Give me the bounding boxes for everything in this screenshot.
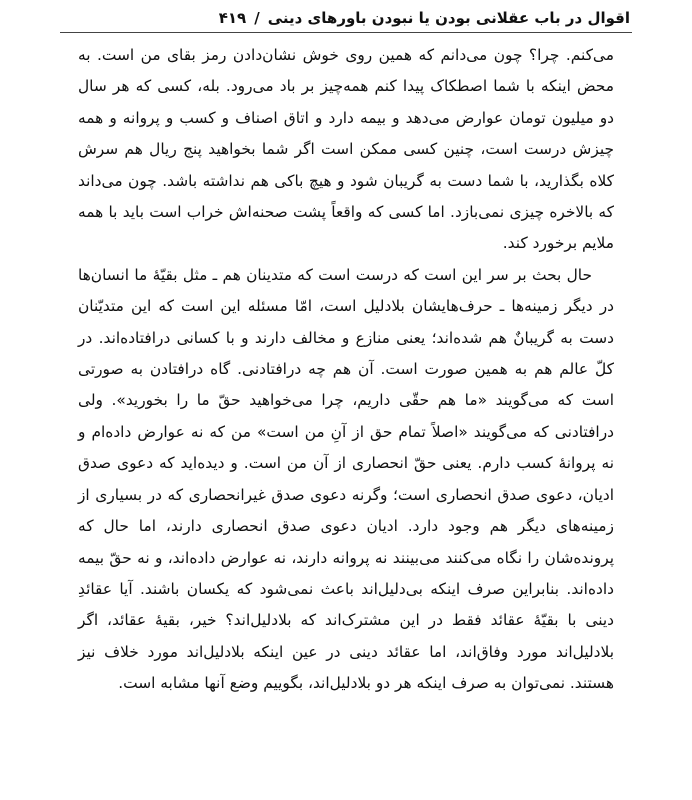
paragraph-1: می‌کنم. چرا؟ چون می‌دانم که همین روی خوش نشان‌دادن رمز بقای من است. به محض اینکه با شما اصطکاک پیدا کنم همه‌چیز بر باد می‌رود. بله، کسی که هر سال دو میلیون تومان عوارض می‌دهد و بیمه دارد و اتاق اصناف و کسب و پروانه و همه چیزش درست است، چنین کسی ممکن است اگر شما بخواهید پنج ریال هم سرش کلاه بگذارید، با شما دست به گریبان شود و هیچ باکی هم نداشته باشد. چون می‌داند که بالاخره چیزی نمی‌بازد. اما کسی که واقعاً پشت صحنه‌اش خراب است باید با همه ملایم برخورد کند. [78,46,614,253]
running-header-separator: / [254,9,260,27]
paragraph-2: حال بحث بر سر این است که درست است که متدینان هم ـ مثل بقیّهٔ ما انسان‌ها در دیگر زمینه‌ها ـ حرف‌هایشان بلادلیل است، امّا مسئله این است که این متدیّنان دست به گریبانٌ هم شده‌اند؛ یعنی منازع و مخالف دارند و با کسانی درافتاده‌اند. در کلّ عالم هم به همین صورت است. آن هم چه درافتادنی. گاه درافتادن به صورتی است که می‌گویند «ما هم حقّی داریم، چرا می‌خواهید حقّ ما را بخورید». ولی درافتادنی که می‌گویند «اصلاً تمام حق از آنِ من است» من که نه عوارض داده‌ام و نه پروانهٔ کسب دارم. یعنی حقّ انحصاری از آن من است. و دیده‌اید که دعوی صدق ادیان، دعوی صدق انحصاری است؛ وگرنه دعوی صدق غیرانحصاری که در بسیاری از زمینه‌های دیگر هم وجود دارد. ادیان دعوی صدق انحصاری دارند، اما حال که پرونده‌شان را نگاه می‌کنند می‌بینند نه پروانه دارند، نه عوارض داده‌اند، و نه حقّ بیمه داده‌اند. بنابراین صرف اینکه بی‌دلیل‌اند باعث نمی‌شود که یکسان باشند. آیا عقائدِ دینی با بقیّهٔ عقائد فقط در این مشترک‌اند که بلادلیل‌اند؟ خیر، بقیهٔ عقائد، اگر بلادلیل‌اند مورد وفاق‌اند، اما عقائد دینی در عین اینکه بلادلیل‌اند مورد خلاف نیز هستند. نمی‌توان به صرف اینکه هر دو بلادلیل‌اند، بگوییم وضع آنها مشابه است. [78,265,614,693]
body-text [78,40,614,700]
running-header-title: اقوال در باب عقلانی بودن یا نبودن باورهای دینی [267,9,630,27]
page-number: ۴۱۹ [218,9,247,27]
header-rule [60,32,632,33]
running-header [40,4,630,32]
